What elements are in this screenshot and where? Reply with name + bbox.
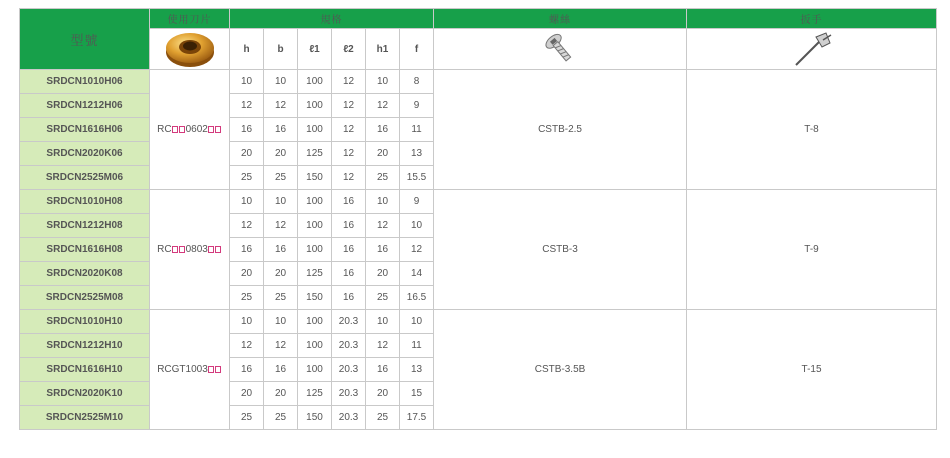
spec-value-cell: 20 [366,262,400,286]
spec-value-cell: 12 [332,166,366,190]
screw-header: 螺絲 [434,9,687,29]
col-l2: ℓ2 [332,29,366,70]
torx-wrench-icon [790,29,834,69]
insert-code-cell [150,70,230,190]
insert-code-cell [150,310,230,430]
model-header: 型號 [20,9,150,70]
spec-value-cell: 12 [264,334,298,358]
spec-value-cell: 9 [400,94,434,118]
table-row [20,70,937,94]
spec-value-cell: 20 [366,142,400,166]
spec-value-cell: 100 [298,214,332,238]
placeholder-box [208,246,214,253]
spec-value-cell: 10 [264,70,298,94]
placeholder-box [215,246,221,253]
model-cell: SRDCN2020K08 [20,262,150,286]
table-row [20,190,937,214]
spec-value-cell: 10 [230,310,264,334]
spec-value-cell: 150 [298,166,332,190]
spec-value-cell: 17.5 [400,406,434,430]
spec-value-cell: 10 [400,214,434,238]
spec-value-cell: 100 [298,238,332,262]
screw-code-cell: CSTB-2.5 [434,70,687,190]
spec-value-cell: 15.5 [400,166,434,190]
spec-value-cell: 16 [264,238,298,262]
spec-value-cell: 20 [264,262,298,286]
wrench-image-cell [687,29,937,70]
wrench-header: 扳手 [687,9,937,29]
placeholder-box [179,246,185,253]
col-l1: ℓ1 [298,29,332,70]
col-f: f [400,29,434,70]
spec-value-cell: 12 [230,334,264,358]
insert-code-mid: 0602 [185,124,208,135]
spec-value-cell: 13 [400,358,434,382]
insert-code-prefix: RC [157,244,172,255]
spec-value-cell: 25 [264,166,298,190]
spec-value-cell: 16 [332,238,366,262]
model-cell: SRDCN2020K10 [20,382,150,406]
model-cell: SRDCN1212H06 [20,94,150,118]
round-insert-icon [164,29,216,69]
spec-value-cell: 125 [298,262,332,286]
model-cell: SRDCN1212H08 [20,214,150,238]
spec-value-cell: 12 [264,214,298,238]
spec-table [19,8,937,430]
spec-value-cell: 20 [230,262,264,286]
spec-value-cell: 100 [298,94,332,118]
spec-value-cell: 20 [366,382,400,406]
spec-value-cell: 125 [298,142,332,166]
insert-code-prefix: RCGT1003 [157,364,208,375]
model-cell: SRDCN2525M10 [20,406,150,430]
spec-value-cell: 150 [298,286,332,310]
spec-value-cell: 20.3 [332,310,366,334]
spec-header: 規格 [230,9,434,29]
spec-value-cell: 25 [264,406,298,430]
spec-value-cell: 16 [264,358,298,382]
spec-value-cell: 150 [298,406,332,430]
model-cell: SRDCN1010H10 [20,310,150,334]
spec-value-cell: 16 [230,358,264,382]
screw-code-cell: CSTB-3 [434,190,687,310]
placeholder-box [172,246,178,253]
spec-value-cell: 100 [298,310,332,334]
spec-value-cell: 16 [332,190,366,214]
placeholder-box [208,366,214,373]
spec-value-cell: 12 [332,70,366,94]
insert-image-cell [150,29,230,70]
placeholder-box [215,126,221,133]
spec-value-cell: 16 [332,214,366,238]
placeholder-box [179,126,185,133]
spec-value-cell: 12 [332,94,366,118]
spec-value-cell: 100 [298,70,332,94]
spec-value-cell: 20.3 [332,358,366,382]
spec-value-cell: 20 [264,382,298,406]
table-row [20,310,937,334]
spec-value-cell: 16 [230,238,264,262]
spec-value-cell: 12 [366,334,400,358]
screw-image-cell [434,29,687,70]
model-cell: SRDCN1010H06 [20,70,150,94]
spec-value-cell: 20.3 [332,406,366,430]
spec-value-cell: 12 [400,238,434,262]
spec-value-cell: 13 [400,142,434,166]
spec-value-cell: 100 [298,334,332,358]
wrench-code-cell: T-15 [687,310,937,430]
col-h1: h1 [366,29,400,70]
model-cell: SRDCN2525M08 [20,286,150,310]
insert-header: 使用刀片 [150,9,230,29]
spec-value-cell: 16 [230,118,264,142]
spec-value-cell: 11 [400,334,434,358]
spec-value-cell: 16 [366,358,400,382]
spec-value-cell: 25 [230,406,264,430]
wrench-code-cell: T-9 [687,190,937,310]
insert-code-mid: 0803 [185,244,208,255]
spec-value-cell: 16 [366,238,400,262]
spec-value-cell: 25 [264,286,298,310]
spec-value-cell: 11 [400,118,434,142]
model-cell: SRDCN1616H06 [20,118,150,142]
spec-value-cell: 10 [264,310,298,334]
spec-value-cell: 10 [366,70,400,94]
spec-value-cell: 10 [400,310,434,334]
wrench-code-cell: T-8 [687,70,937,190]
col-b: b [264,29,298,70]
spec-value-cell: 16.5 [400,286,434,310]
spec-value-cell: 10 [264,190,298,214]
spec-value-cell: 16 [332,262,366,286]
spec-value-cell: 12 [366,214,400,238]
spec-value-cell: 10 [230,190,264,214]
placeholder-box [215,366,221,373]
spec-value-cell: 12 [332,118,366,142]
spec-value-cell: 16 [366,118,400,142]
spec-value-cell: 12 [230,214,264,238]
spec-value-cell: 100 [298,118,332,142]
model-cell: SRDCN1010H08 [20,190,150,214]
model-cell: SRDCN2525M06 [20,166,150,190]
spec-value-cell: 15 [400,382,434,406]
col-h: h [230,29,264,70]
spec-value-cell: 20.3 [332,382,366,406]
model-cell: SRDCN2020K06 [20,142,150,166]
spec-value-cell: 12 [230,94,264,118]
insert-code-prefix: RC [157,124,172,135]
spec-value-cell: 9 [400,190,434,214]
spec-value-cell: 20.3 [332,334,366,358]
spec-value-cell: 25 [366,406,400,430]
spec-value-cell: 16 [332,286,366,310]
torx-screw-icon [542,32,578,66]
spec-value-cell: 14 [400,262,434,286]
spec-value-cell: 12 [366,94,400,118]
spec-value-cell: 10 [230,70,264,94]
spec-value-cell: 20 [230,142,264,166]
spec-value-cell: 10 [366,190,400,214]
spec-value-cell: 12 [332,142,366,166]
model-cell: SRDCN1616H10 [20,358,150,382]
spec-value-cell: 25 [366,166,400,190]
spec-value-cell: 20 [230,382,264,406]
spec-value-cell: 125 [298,382,332,406]
spec-value-cell: 100 [298,190,332,214]
model-cell: SRDCN1616H08 [20,238,150,262]
spec-value-cell: 16 [264,118,298,142]
spec-value-cell: 10 [366,310,400,334]
spec-value-cell: 25 [230,286,264,310]
placeholder-box [172,126,178,133]
model-cell: SRDCN1212H10 [20,334,150,358]
insert-code-cell [150,190,230,310]
spec-value-cell: 8 [400,70,434,94]
spec-table-body [20,70,937,430]
spec-value-cell: 25 [230,166,264,190]
spec-value-cell: 12 [264,94,298,118]
spec-value-cell: 20 [264,142,298,166]
spec-value-cell: 100 [298,358,332,382]
screw-code-cell: CSTB-3.5B [434,310,687,430]
spec-value-cell: 25 [366,286,400,310]
placeholder-box [208,126,214,133]
